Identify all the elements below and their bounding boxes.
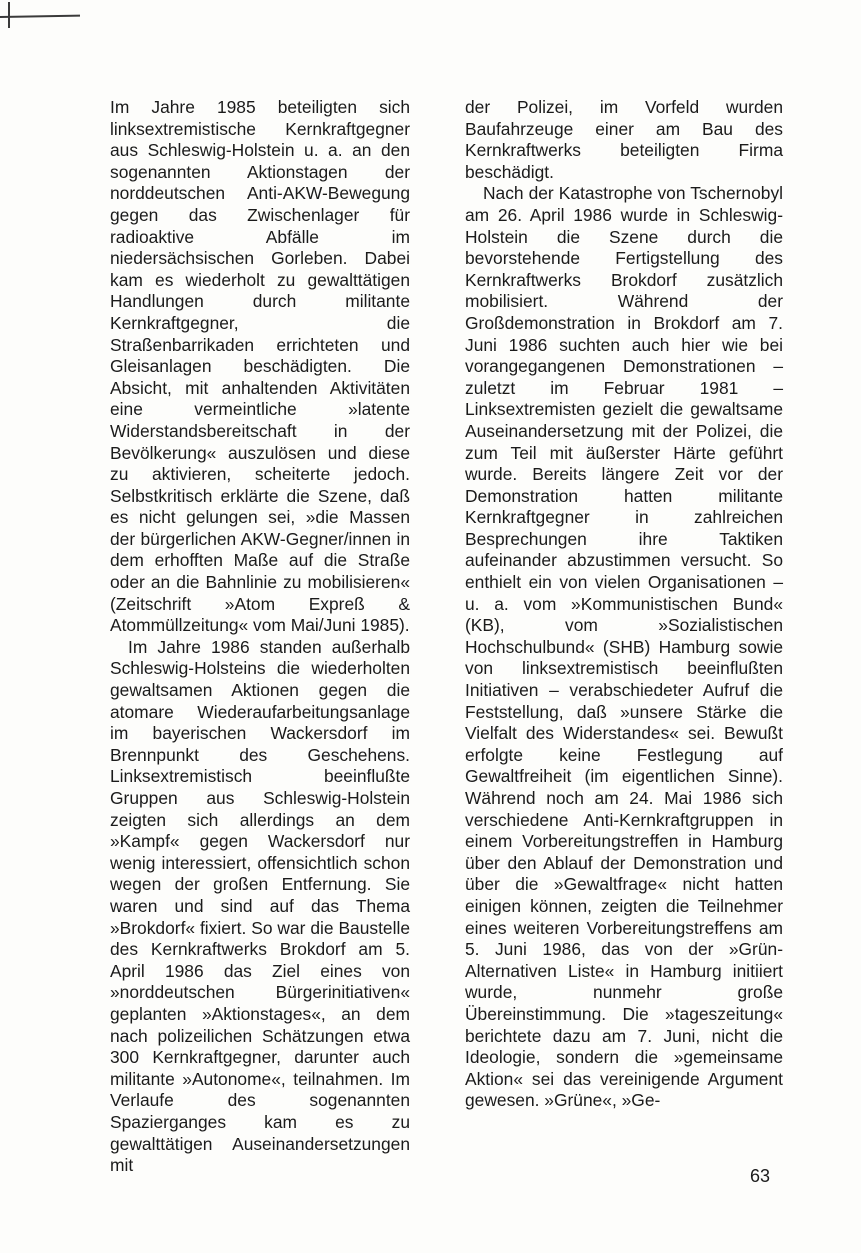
crop-mark-vertical: [8, 2, 10, 28]
left-paragraph-2: Im Jahre 1986 standen außerhalb Schleswig-Holsteins die wiederholten gewaltsamen Aktionen gegen die atomare Wiederaufarbeitungsanlage im bayerischen Wackersdorf im Brennpunkt des Geschehens. Linksextremistisch beeinflußte Gruppen aus Schleswig-Holstein zeigten sich allerdings an dem »Kampf« gegen Wackersdorf nur wenig interessiert, offensichtlich schon wegen der großen Entfernung. Sie waren und sind auf das Thema »Brokdorf« fixiert. So war die Baustelle des Kernkraftwerks Brokdorf am 5. April 1986 das Ziel eines von »norddeutschen Bürgerinitiativen« geplanten »Aktionstages«, an dem nach polizeilichen Schätzungen etwa 300 Kernkraftgegner, darunter auch militante »Autonome«, teilnahmen. Im Verlaufe des sogenannten Spazierganges kam es zu gewalttätigen Auseinandersetzungen mit: [110, 636, 410, 1176]
right-paragraph-1: der Polizei, im Vorfeld wurden Baufahrzeuge einer am Bau des Kernkraftwerks beteiligten Firma beschädigt.: [465, 97, 783, 182]
left-text-column: [110, 97, 410, 1177]
right-paragraph-2: Nach der Katastrophe von Tschernobyl am 26. April 1986 wurde in Schleswig-Holstein die Szene durch die bevorstehende Fertigstellung des Kernkraftwerks Brokdorf zusätzlich mobilisiert. Während der Großdemonstration in Brokdorf am 7. Juni 1986 suchten auch hier wie bei vorangegangenen Demonstrationen – zuletzt im Februar 1981 – Linksextremisten gezielt die gewaltsame Auseinandersetzung mit der Polizei, die zum Teil mit äußerster Härte geführt wurde. Bereits längere Zeit vor der Demonstration hatten militante Kernkraftgegner in zahlreichen Besprechungen ihre Taktiken aufeinander abzustimmen versucht. So enthielt ein von vielen Organisationen – u. a. vom »Kommunistischen Bund« (KB), vom »Sozialistischen Hochschulbund« (SHB) Hamburg sowie von linksextremistisch beeinflußten Initiativen – verabschiedeter Aufruf die Feststellung, daß »unsere Stärke die Vielfalt des Widerstandes« sei. Bewußt erfolgte keine Festlegung auf Gewaltfreiheit (im eigentlichen Sinne). Während noch am 24. Mai 1986 sich verschiedene Anti-Kernkraftgruppen in einem Vorbereitungstreffen in Hamburg über den Ablauf der Demonstration und über die »Gewaltfrage« nicht hatten einigen können, zeigten die Teilnehmer eines weiteren Vorbereitungstreffens am 5. Juni 1986, das von der »Grün-Alternativen Liste« in Hamburg initiiert wurde, nunmehr große Übereinstimmung. Die »tageszeitung« berichtete dazu am 7. Juni, nicht die Ideologie, sondern die »gemeinsame Aktion« sei das vereinigende Argument gewesen. »Grüne«, »Ge-: [465, 183, 783, 1111]
corner-crop-mark: [0, 2, 80, 28]
right-text-column: [465, 97, 783, 1112]
left-paragraph-1: Im Jahre 1985 beteiligten sich linksextremistische Kernkraftgegner aus Schleswig-Holstein u. a. an den sogenannten Aktionstagen der norddeutschen Anti-AKW-Bewegung gegen das Zwischenlager für radioaktive Abfälle im niedersächsischen Gorleben. Dabei kam es wiederholt zu gewalttätigen Handlungen durch militante Kernkraftgegner, die Straßenbarrikaden errichteten und Gleisanlagen beschädigten. Die Absicht, mit anhaltenden Aktivitäten eine vermeintliche »latente Widerstandsbereitschaft in der Bevölkerung« auszulösen und diese zu aktivieren, scheiterte jedoch. Selbstkritisch erklärte die Szene, daß es nicht gelungen sei, »die Massen der bürgerlichen AKW-Gegner/innen in dem erhofften Maße auf die Straße oder an die Bahnlinie zu mobilisieren« (Zeitschrift »Atom Expreß & Atommüllzeitung« vom Mai/Juni 1985).: [110, 97, 410, 636]
page-number: 63: [750, 1166, 771, 1186]
crop-mark-horizontal: [0, 15, 80, 18]
